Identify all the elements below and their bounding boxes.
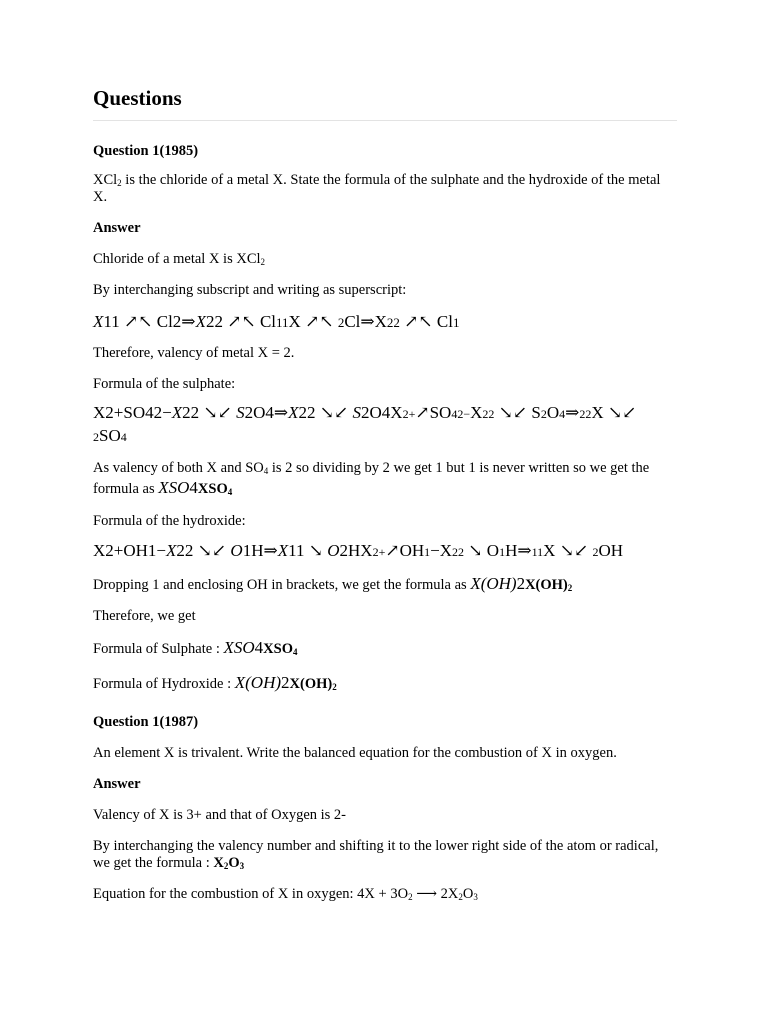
subscript: 4 [227,487,233,498]
text: ⟶ 2X [412,886,459,902]
subscript: 2 [458,892,463,903]
math-text: ↘↙ S [494,403,541,422]
math-text: X [277,541,289,560]
math-text: 11 ↗↖ Cl2⇒ [103,312,196,331]
question-prompt: An element X is trivalent. Write the balanced equation for the combustion of X in oxygen. [93,745,617,761]
answer-line: Formula of the hydroxide: [93,513,246,529]
answer-line [93,251,673,268]
math-text: 22 ↘↙ [176,541,231,560]
answer-line: Therefore, we get [93,608,196,624]
answer-line [93,886,673,903]
math-text: 2 [516,574,526,593]
math-text: O [230,541,243,560]
math-text: X2+OH1− [93,541,167,560]
math-text: 1H⇒ [242,541,278,560]
math-text: 1 [499,545,506,559]
math-text: XSO [158,478,190,497]
math-text: 4 [189,478,198,497]
subscript: 4 [263,466,269,477]
text: By interchanging the valency number and shifting it to the lower right side of the atom or radical, we get the formula : [93,838,659,871]
question-prompt [93,172,673,206]
math-text: 22 ↘↙ [182,403,237,422]
math-text: X ↘↙ [543,541,593,560]
answer-line [93,459,673,499]
math-text: 22 [579,407,592,421]
math-text: 42− [451,407,471,421]
subscript: 2 [408,892,413,903]
subscript: 3 [473,892,478,903]
math-text: O [327,541,340,560]
math-text: X [470,403,483,422]
answer-line [93,639,673,658]
subscript: 2 [223,861,229,872]
subscript: 4 [293,647,298,658]
formula-bold: XSO [197,481,228,497]
math-text: 2 [93,430,99,444]
math-text: X [93,312,104,331]
math-text: ⇒ [565,403,580,422]
math-text: 2 [540,407,547,421]
text: Equation for the combustion of X in oxygen: 4X + 3O [93,886,409,902]
math-text: OH [598,541,623,560]
answer-line [93,838,673,872]
math-text: X ↘↙ [591,403,637,422]
math-text: Cl⇒X [344,312,387,331]
text: Dropping 1 and enclosing OH in brackets, we get the formula as [93,577,471,593]
math-text: X(OH) [470,574,517,593]
math-text: 1 [424,545,431,559]
math-text: O [546,403,560,422]
math-text: X [288,403,299,422]
equation [93,540,675,563]
text: XCl [93,172,118,188]
math-text: X2+SO42− [93,403,172,422]
math-text: 1 [452,315,460,330]
answer-line: Therefore, valency of metal X = 2. [93,345,295,361]
subscript: 2 [117,178,122,189]
math-text: 2O4X [361,403,403,422]
text: O [462,886,474,902]
subscript: 2 [567,583,573,594]
subscript: 2 [260,257,266,268]
subscript: 2 [332,682,337,693]
text: Formula of Hydroxide : [93,676,235,692]
math-text: H⇒ [505,541,532,560]
math-text: S [352,403,361,422]
math-text: S [236,403,245,422]
math-text: X [171,403,183,422]
math-text: 2 [281,673,290,692]
math-text: 4 [254,638,264,657]
formula-bold: XSO [263,641,293,657]
math-text: 4 [120,430,127,444]
formula-bold: X(OH) [289,676,333,692]
answer-line [93,674,673,693]
math-text: ↗SO [415,403,452,422]
math-text: 22 ↘↙ [298,403,353,422]
answer-line: By interchanging subscript and writing as superscript: [93,282,407,298]
page-title: Questions [93,86,677,121]
math-text: X(OH) [234,673,282,692]
text: is the chloride of a metal X. State the formula of the sulphate and the hydroxide of the metal X. [93,172,661,205]
math-text: 2 [337,315,345,330]
text: is 2 so dividing by 2 we get 1 but 1 is never written so we get the formula as [93,460,650,497]
math-text: ↘ O [464,541,500,560]
subscript: 3 [239,861,245,872]
text: As valency of both X and SO [93,460,264,476]
math-text: 22 ↗↖ Cl [205,312,277,331]
math-text: 4 [559,407,566,421]
math-text: 2HX [339,541,373,560]
math-text: ↗OH [385,541,425,560]
math-text: 2 [592,545,599,559]
math-text: ↗↖ Cl [399,312,453,331]
math-text: X [195,312,206,331]
math-text: SO [99,426,121,445]
question-heading: Question 1(1987) [93,714,199,730]
math-text: 2+ [372,545,386,559]
math-text: 2+ [402,407,416,421]
math-text: X [166,541,177,560]
equation [93,311,675,334]
math-text: 11 [531,545,544,559]
answer-line: Valency of X is 3+ and that of Oxygen is 2- [93,807,347,823]
formula-bold: O [228,855,240,871]
math-text: 22 [482,407,495,421]
math-text: 11 [276,315,289,330]
text: Chloride of a metal X is XCl [93,251,261,267]
math-text: 2O4⇒ [244,403,289,422]
answer-line [93,575,673,594]
equation [93,402,675,448]
question-heading: Question 1(1985) [93,143,199,159]
answer-line: Formula of the sulphate: [93,376,236,392]
math-text: XSO [223,638,255,657]
answer-label: Answer [93,776,141,792]
math-text: −X [430,541,453,560]
text: Formula of Sulphate : [93,641,224,657]
math-text: 22 [386,315,400,330]
math-text: 11 ↘ [288,541,328,560]
formula-bold: X(OH) [525,577,568,593]
math-text: X ↗↖ [288,312,338,331]
answer-label: Answer [93,220,141,236]
formula-bold: X [213,855,224,871]
math-text: 22 [452,545,465,559]
